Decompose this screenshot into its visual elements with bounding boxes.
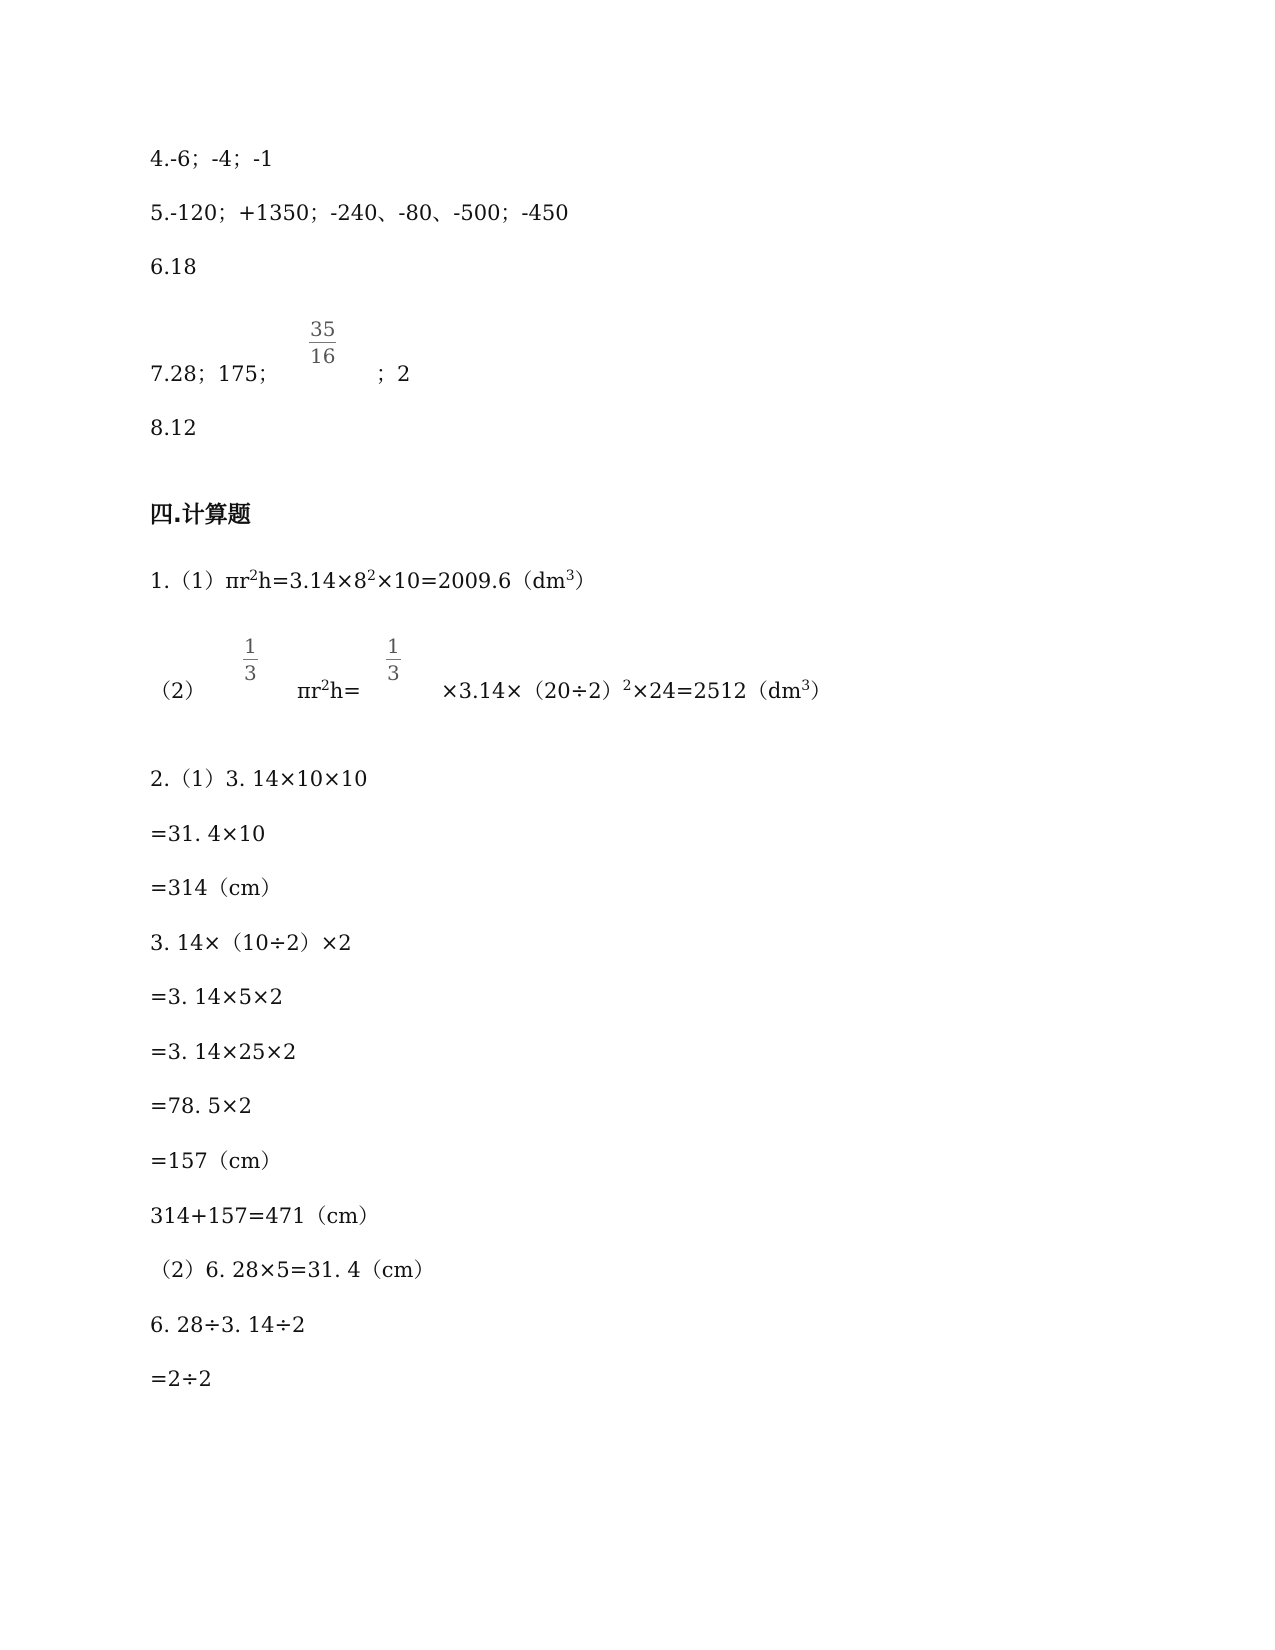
answer-line-5: 5.-120；+1350；-240、-80、-500；-450: [150, 201, 569, 225]
fraction-35-16: [309, 319, 336, 366]
fraction-denominator: 3: [244, 661, 257, 685]
calc2-line: =3. 14×5×2: [150, 985, 283, 1009]
calc2-line: =3. 14×25×2: [150, 1040, 297, 1064]
calc1-part2-tail-a: ×3.14×（20÷2）: [441, 679, 623, 703]
calc1-part1-sup1: 2: [249, 568, 259, 584]
calc1-part2-tail-sup2: 3: [801, 678, 811, 694]
calc1-part1-sup2: 2: [367, 568, 376, 584]
calc1-part2-mid-a: πr: [297, 679, 321, 703]
calc2-line: 3. 14×（10÷2）×2: [150, 931, 352, 955]
calc2-line: （2）6. 28×5=31. 4（cm）: [150, 1258, 435, 1282]
calc1-part2-tail-sup1: 2: [622, 678, 632, 694]
fraction-bar: [309, 342, 336, 343]
calc1-part2-tail-b: ×24=2512（dm: [631, 679, 802, 703]
fraction-numerator: 1: [387, 634, 400, 658]
fraction-numerator: 1: [244, 634, 257, 658]
answer-7-prefix: 7.28；175；: [150, 362, 279, 386]
fraction-1-3-second: [386, 636, 401, 683]
fraction-bar: [243, 659, 258, 660]
calc2-line: =31. 4×10: [150, 822, 266, 846]
fraction-numerator: 35: [310, 317, 336, 341]
calc1-part2-mid-sup: 2: [320, 678, 330, 694]
calc2-line: 6. 28÷3. 14÷2: [150, 1313, 306, 1337]
fraction-1-3-first: [243, 636, 258, 683]
fraction-denominator: 3: [387, 661, 400, 685]
calc1-part1-text-b: h=3.14×8: [258, 569, 368, 593]
calc1-part1: [150, 568, 596, 593]
section-heading: 四.计算题: [150, 502, 251, 528]
calc2-line: =78. 5×2: [150, 1094, 252, 1118]
calc1-part2-mid-b: h=: [329, 679, 361, 703]
calc2-line: =157（cm）: [150, 1149, 282, 1173]
calc1-part2-tail: [441, 678, 832, 703]
calc2-line: 314+157=471（cm）: [150, 1204, 380, 1228]
calc2-line: 2.（1）3. 14×10×10: [150, 767, 368, 791]
calc1-part1-text-c: ×10=2009.6（dm: [375, 569, 566, 593]
fraction-denominator: 16: [310, 344, 336, 368]
fraction-bar: [386, 659, 401, 660]
answer-line-8: 8.12: [150, 416, 197, 440]
calc1-part2-mid: [297, 678, 361, 703]
calc2-line: =2÷2: [150, 1367, 212, 1391]
answer-line-6: 6.18: [150, 255, 197, 279]
calc1-part1-text-d: ）: [574, 569, 596, 593]
calc1-part2-label: （2）: [150, 679, 206, 703]
calc1-part2-tail-c: ）: [810, 679, 832, 703]
calc1-part1-sup3: 3: [565, 568, 575, 584]
calc2-line: =314（cm）: [150, 876, 282, 900]
answer-7-suffix: ；2: [376, 362, 411, 386]
calc1-part1-text-a: 1.（1）πr: [150, 569, 250, 593]
answer-line-4: 4.-6；-4；-1: [150, 147, 274, 171]
